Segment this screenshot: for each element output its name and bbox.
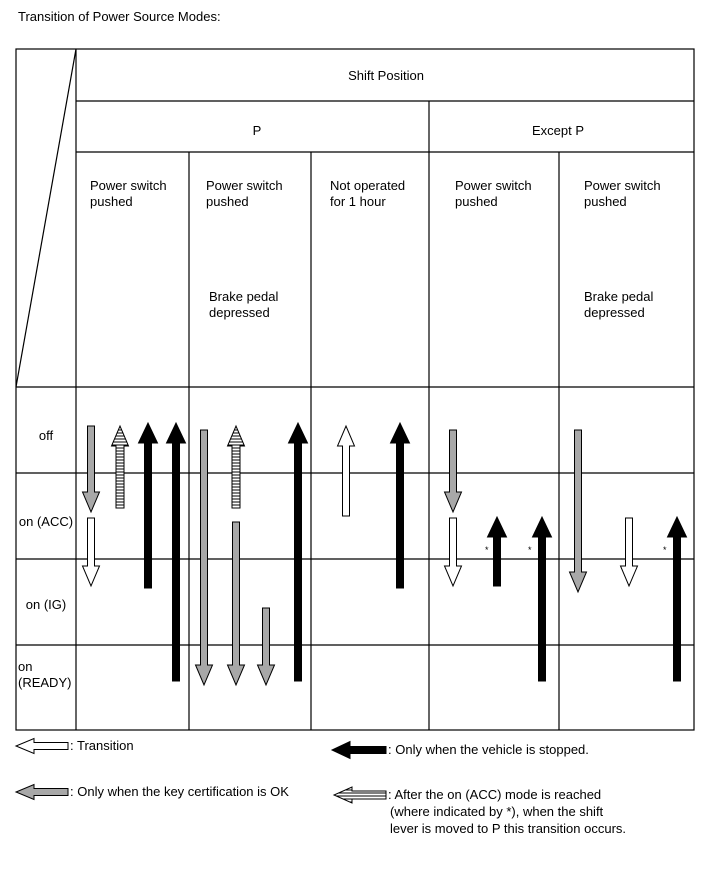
arrow-up-shift-to-p [112,426,129,508]
legend-vehicle-stopped-label: : Only when the vehicle is stopped. [388,742,589,757]
legend [16,738,626,836]
star-marker: * [528,545,532,555]
arrow-down-key-cert [258,608,275,685]
legend-shift-p-label-1: : After the on (ACC) mode is reached [388,787,602,802]
svg-text:pushed: pushed [455,194,498,209]
svg-text:Not operated: Not operated [330,178,406,193]
arrow-up-transition [338,426,355,516]
svg-text:Power switch: Power switch [455,178,532,193]
legend-shift-p-arrow [334,787,386,803]
legend-shift-p-label-3: lever is moved to P this transition occurs. [390,821,627,836]
arrow-down-key-cert [196,430,213,685]
svg-text:Power switch: Power switch [90,178,167,193]
svg-text:pushed: pushed [206,194,249,209]
svg-text:Brake pedal: Brake pedal [209,289,279,304]
arrow-up-vehicle-stopped [167,423,186,681]
arrow-down-key-cert [228,522,245,685]
arrow-up-vehicle-stopped [391,423,410,588]
column-header-4 [455,178,532,209]
arrow-down-transition [621,518,638,586]
arrow-up-vehicle-stopped [139,423,158,588]
star-marker: * [663,545,667,555]
arrow-down-transition [445,518,462,586]
arrow-up-shift-to-p [228,426,245,508]
column-header-2 [206,178,283,320]
svg-text:depressed: depressed [209,305,270,320]
arrow-down-key-cert [570,430,587,592]
legend-key-cert-label: : Only when the key certification is OK [70,784,289,799]
svg-text:pushed: pushed [90,194,133,209]
p-header: P [252,123,262,138]
svg-text:pushed: pushed [584,194,627,209]
table-grid [16,49,694,730]
legend-key-cert-arrow [16,785,68,800]
legend-transition-label: : Transition [70,738,134,753]
arrow-up-vehicle-stopped [488,517,507,586]
shift-position-header: Shift Position [348,68,424,83]
star-marker: * [485,545,489,555]
row-label-ig: on (IG) [25,597,67,612]
corner-diagonal [16,49,76,387]
arrow-up-vehicle-stopped [668,517,687,681]
row-label-off: off [38,428,54,443]
row-label-ready [18,659,71,690]
page-title: Transition of Power Source Modes: [18,9,221,24]
except-p-header: Except P [531,123,585,138]
svg-text:on: on [18,659,33,674]
svg-text:for 1 hour: for 1 hour [330,194,386,209]
svg-text:(READY): (READY) [18,675,72,690]
legend-vehicle-stopped-arrow [332,742,386,759]
arrow-down-key-cert [445,430,462,512]
svg-text:depressed: depressed [584,305,645,320]
svg-text:Power switch: Power switch [206,178,283,193]
transition-arrows [83,423,687,685]
legend-transition-arrow [16,739,68,754]
legend-shift-p-label-2: (where indicated by *), when the shift [390,804,604,819]
svg-text:Brake pedal: Brake pedal [584,289,654,304]
arrow-down-transition [83,518,100,586]
arrow-up-vehicle-stopped [289,423,308,681]
row-label-acc: on (ACC) [18,514,74,529]
column-header-3 [330,178,405,209]
arrow-up-vehicle-stopped [533,517,552,681]
column-header-1 [90,178,167,209]
column-header-5 [584,178,661,320]
svg-text:Power switch: Power switch [584,178,661,193]
arrow-down-key-cert [83,426,100,512]
